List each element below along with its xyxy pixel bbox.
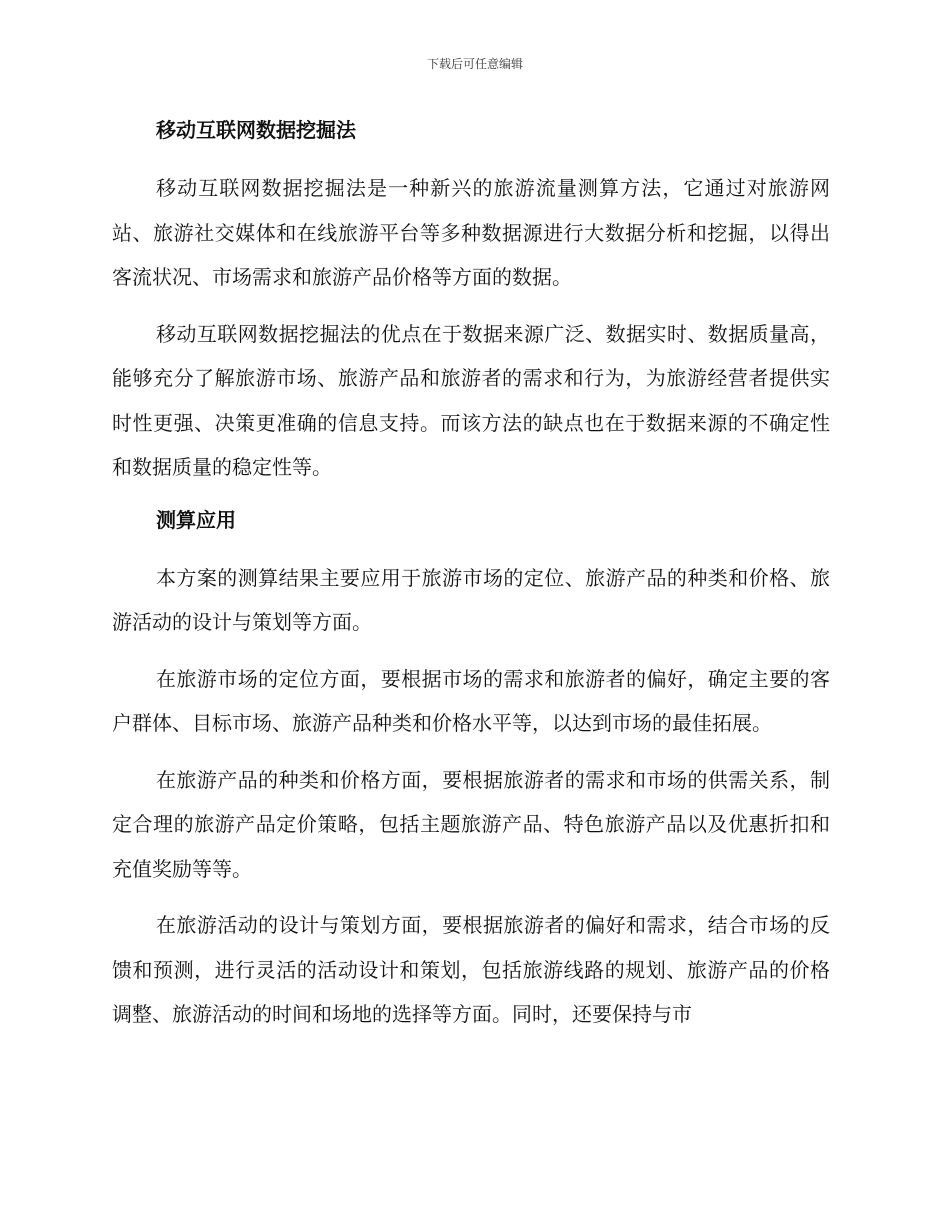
paragraph: 在旅游市场的定位方面，要根据市场的需求和旅游者的偏好，确定主要的客户群体、目标市场、旅游产品种类和价格水平等，以达到市场的最佳拓展。	[112, 666, 830, 735]
section-measurement-application	[112, 504, 830, 1037]
page-header-note: 下载后可任意编辑	[426, 57, 523, 71]
section-heading: 测算应用	[156, 507, 236, 532]
section-mobile-data-mining	[112, 114, 830, 490]
paragraph: 在旅游活动的设计与策划方面，要根据旅游者的偏好和需求，结合市场的反馈和预测，进行灵活的活动设计和策划，包括旅游线路的规划、旅游产品的价格调整、旅游活动的时间和场地的选择等方面。同时，还要保持与市	[112, 913, 830, 1026]
paragraph: 移动互联网数据挖掘法是一种新兴的旅游流量测算方法，它通过对旅游网站、旅游社交媒体和在线旅游平台等多种数据源进行大数据分析和挖掘，以得出客流状况、市场需求和旅游产品价格等方面的数据。	[112, 176, 830, 289]
paragraph: 移动互联网数据挖掘法的优点在于数据来源广泛、数据实时、数据质量高，能够充分了解旅游市场、旅游产品和旅游者的需求和行为，为旅游经营者提供实时性更强、决策更准确的信息支持。而该方法的缺点也在于数据来源的不确定性和数据质量的稳定性等。	[112, 321, 830, 479]
paragraph: 在旅游产品的种类和价格方面，要根据旅游者的需求和市场的供需关系，制定合理的旅游产品定价策略，包括主题旅游产品、特色旅游产品以及优惠折扣和充值奖励等等。	[112, 767, 830, 881]
section-heading: 移动互联网数据挖掘法	[156, 118, 356, 142]
paragraph: 本方案的测算结果主要应用于旅游市场的定位、旅游产品的种类和价格、旅游活动的设计与策划等方面。	[112, 565, 830, 634]
document-body	[112, 114, 830, 1049]
